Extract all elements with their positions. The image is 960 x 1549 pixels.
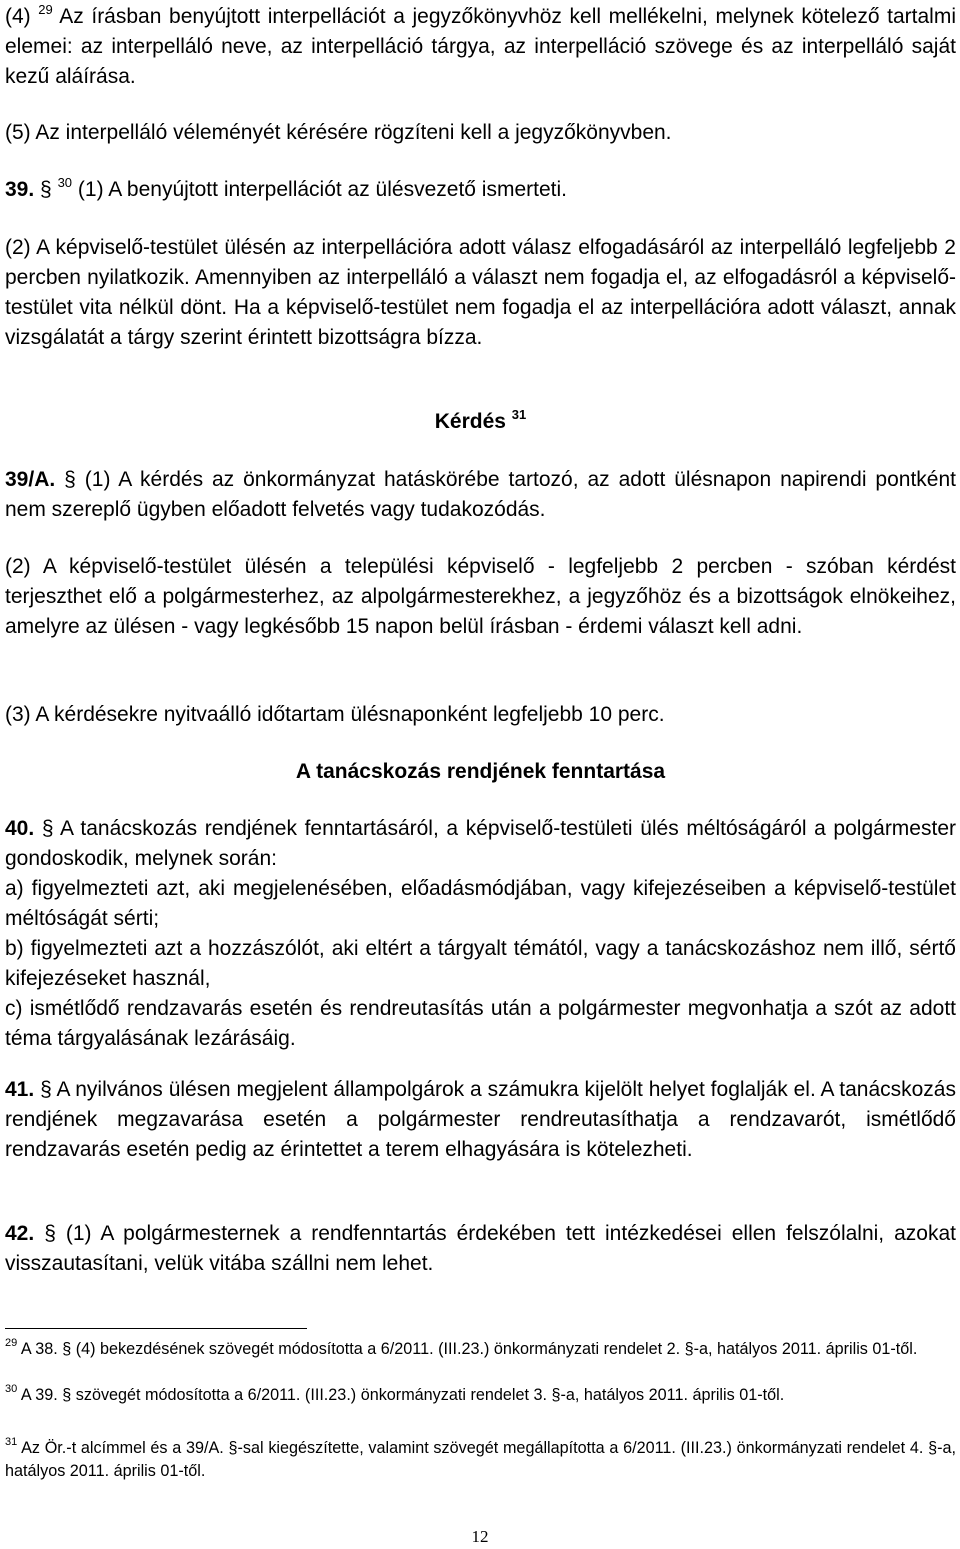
section-40-intro — [5, 814, 956, 874]
footnote-31 — [5, 1437, 956, 1483]
footnote-ref-31[interactable]: 31 — [511, 407, 527, 422]
section-sign: § — [40, 1078, 52, 1101]
section-text: (1) A benyújtott interpellációt az ülésvezető ismerteti. — [77, 178, 567, 201]
footnote-number: 29 — [5, 1337, 18, 1349]
footnote-ref-29[interactable]: 29 — [38, 2, 53, 17]
heading-text: Kérdés — [434, 410, 506, 433]
section-sign: § — [64, 468, 76, 491]
section-text: (1) A polgármesternek a rendfenntartás érdekében tett intézkedései ellen felszólalni, azokat visszautasítani, velük vitába szállni nem lehet. — [5, 1222, 956, 1275]
footnote-separator — [5, 1328, 307, 1329]
footnote-29 — [5, 1338, 956, 1361]
heading-tanacskozas: A tanácskozás rendjének fenntartása — [295, 760, 666, 783]
section-text: A tanácskozás rendjének fenntartásáról, a képviselő-testületi ülés méltóságáról a polgármester gondoskodik, melynek során: — [5, 817, 956, 870]
section-sign: § — [41, 817, 54, 840]
paragraph-number: (4) — [5, 5, 31, 28]
heading-kerdes — [5, 407, 956, 437]
section-number: 39/A. — [5, 468, 56, 491]
section-sign: § — [44, 1222, 56, 1245]
section-42 — [5, 1219, 956, 1279]
section-39-1 — [5, 175, 956, 205]
section-number: 40. — [5, 817, 35, 840]
footnote-text: Az Ör.-t alcímmel és a 39/A. §-sal kiegészítette, valamint szövegét megállapította a 6/2011. (III.23.) önkormányzati rendelet 4. §-a, hatályos 2011. április 01-től. — [5, 1439, 956, 1480]
section-number: 42. — [5, 1222, 35, 1245]
section-39a-1 — [5, 465, 956, 525]
footnote-text: A 39. § szövegét módosította a 6/2011. (III.23.) önkormányzati rendelet 3. §-a, hatályos 2011. április 01-től. — [20, 1386, 785, 1404]
page-number: 12 — [471, 1527, 489, 1546]
footnote-ref-30[interactable]: 30 — [57, 175, 73, 190]
paragraph-38-4 — [5, 2, 956, 92]
section-text: A nyilvános ülésen megjelent állampolgárok a számukra kijelölt helyet foglalják el. A tanácskozás rendjének megzavarása esetén a polgármester rendreutasíthatja a rendzavarót, ismétlődő rendzavarás esetén pedig az érintettet a terem elhagyására is kötelezheti. — [5, 1078, 956, 1161]
section-39a-3: (3) A kérdésekre nyitvaálló időtartam ülésnaponként legfeljebb 10 perc. — [5, 703, 665, 726]
footnote-number: 31 — [5, 1436, 18, 1448]
section-40 — [5, 814, 956, 1054]
paragraph-38-5: (5) Az interpelláló véleményét kérésére rögzíteni kell a jegyzőkönyvben. — [5, 121, 672, 144]
footnote-text: A 38. § (4) bekezdésének szövegét módosította a 6/2011. (III.23.) önkormányzati rendelet 2. §-a, hatályos 2011. április 01-től. — [20, 1340, 918, 1358]
section-39a-2: (2) A képviselő-testület ülésén a települési képviselő - legfeljebb 2 percben - szóban kérdést terjeszthet elő a polgármesterhez, az alpolgármesterekhez, a jegyzőhöz és a bizottságok elnökeihez, amelyre az ülésen - vagy legkésőbb 15 napon belül írásban - érdemi választ kell adni. — [5, 555, 956, 638]
section-40-item-b: b) figyelmezteti azt a hozzászólót, aki eltért a tárgyalt témától, vagy a tanácskozáshoz nem illő, sértő kifejezéseket használ, — [5, 937, 956, 990]
footnote-number: 30 — [5, 1383, 18, 1395]
section-number: 41. — [5, 1078, 35, 1101]
section-number: 39. — [5, 178, 35, 201]
section-40-item-a: a) figyelmezteti azt, aki megjelenésében, előadásmódjában, vagy kifejezéseiben a képviselő-testület méltóságát sérti; — [5, 877, 956, 930]
section-text: (1) A kérdés az önkormányzat hatáskörébe tartozó, az adott ülésnapon napirendi pontként nem szereplő ügyben előadott felvetés vagy tudakozódás. — [5, 468, 956, 521]
footnote-30 — [5, 1384, 956, 1407]
paragraph-text: Az írásban benyújtott interpellációt a jegyzőkönyvhöz kell mellékelni, melynek kötelező tartalmi elemei: az interpelláló neve, az interpelláció tárgya, az interpelláció szövege és az interpelláló saját kezű aláírása. — [5, 5, 956, 88]
section-40-item-c: c) ismétlődő rendzavarás esetén és rendreutasítás után a polgármester megvonhatja a szót az adott téma tárgyalásának lezárásáig. — [5, 997, 956, 1050]
section-sign: § — [40, 178, 52, 201]
section-39-2: (2) A képviselő-testület ülésén az interpellációra adott válasz elfogadásáról az interpelláló legfeljebb 2 percben nyilatkozik. Amennyiben az interpelláló a választ nem fogadja el, az elfogadásról a képviselő-testület vita nélkül dönt. Ha a képviselő-testület nem fogadja el az interpellációra adott választ, annak vizsgálatát a tárgy szerint érintett bizottságra bízza. — [5, 236, 956, 349]
section-41 — [5, 1075, 956, 1165]
